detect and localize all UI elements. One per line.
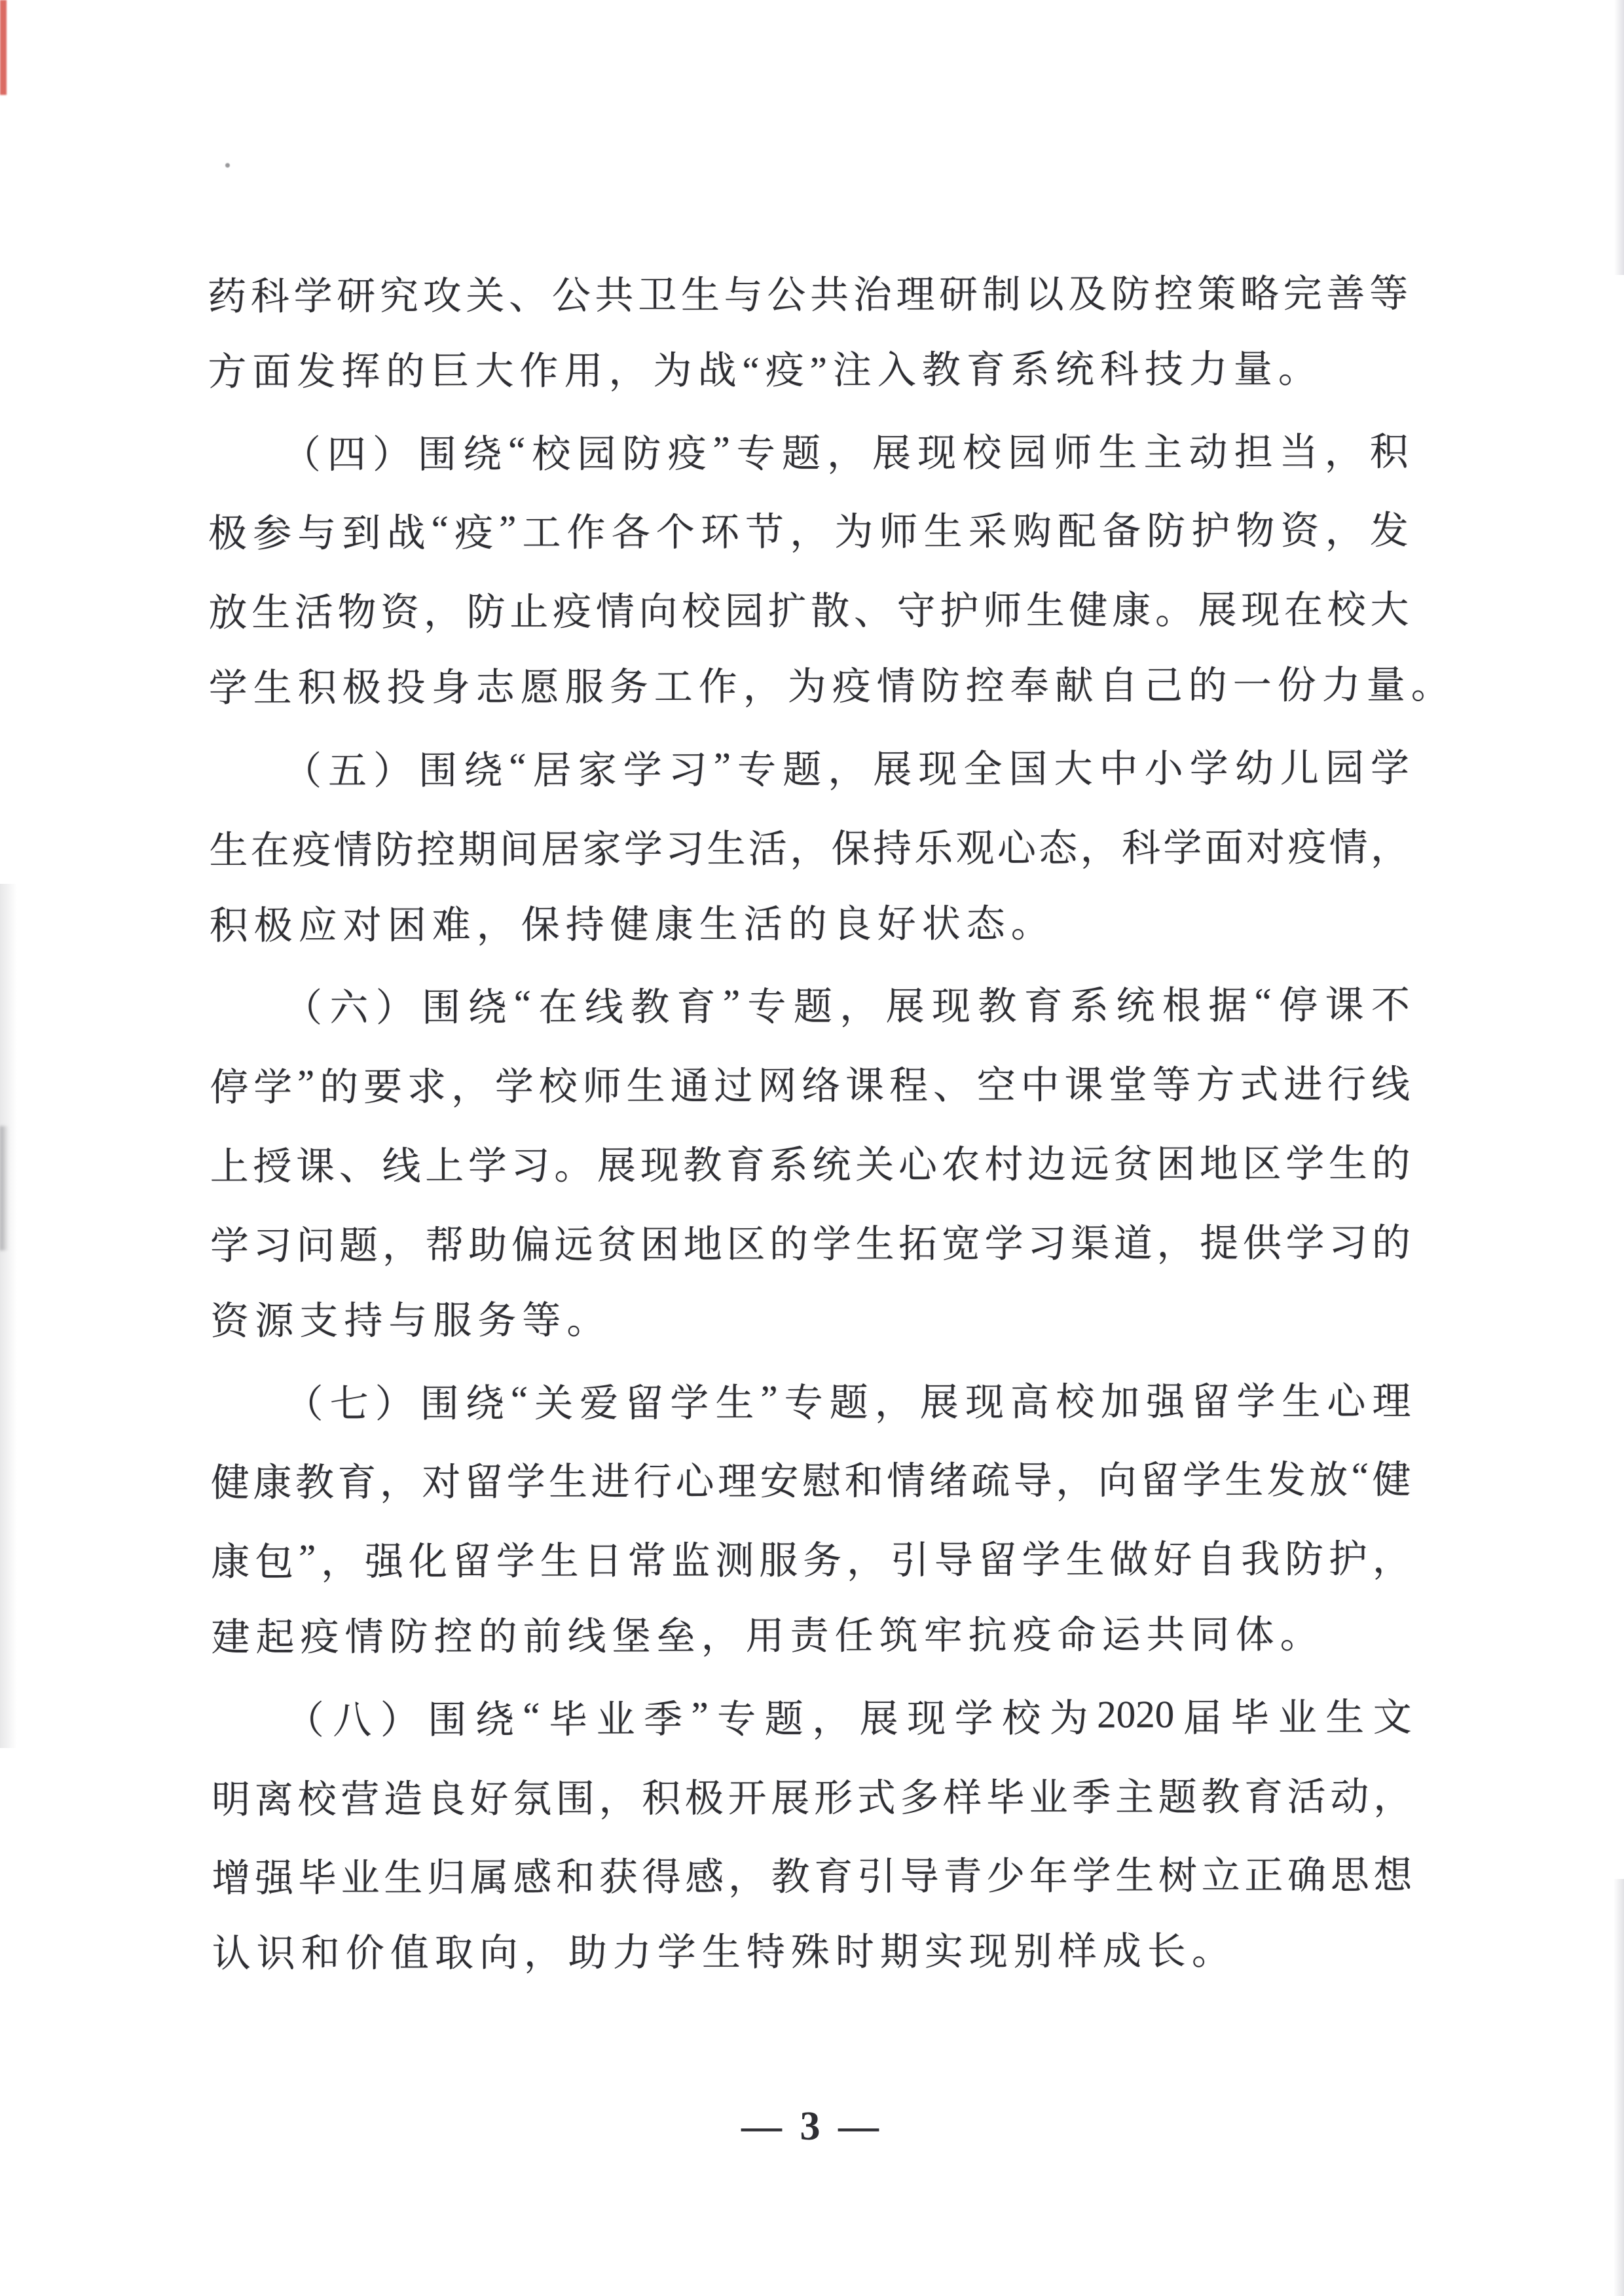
text-line: 建起疫情防控的前线堡垒，用责任筑牢抗疫命运共同体。: [211, 1613, 1325, 1660]
text-line: 生 在 疫 情 防 控 期 间 居 家 学 习 生 活 ， 保 持 乐 观 心 态 ， 科 学 面 对 疫 情 ，: [209, 825, 1410, 872]
text-line: 认识和价值取向，助力学生特殊时期实现别样成长。: [212, 1929, 1236, 1976]
text-line: 积极应对困难，保持健康生活的良好状态。: [209, 902, 1056, 947]
text-line: 药 科 学 研 究 攻 关 、 公 共 卫 生 与 公 共 治 理 研 制 以 及 防 控 策 略 完 善 等: [208, 272, 1409, 318]
text-line: 上 授 课 、 线 上 学 习 。 展 现 教 育 系 统 关 心 农 村 边 远 贫 困 地 区 学 生 的: [210, 1142, 1411, 1189]
text-line: 健 康 教 育 ， 对 留 学 生 进 行 心 理 安 慰 和 情 绪 疏 导 ， 向 留 学 生 发 放 “ 健: [210, 1454, 1411, 1505]
scan-artifact-left-smudge: [0, 1126, 9, 1250]
text-line: 放 生 活 物 资 ， 防 止 疫 情 向 校 园 扩 散 、 守 护 师 生 健 康 。 展 现 在 校 大: [208, 588, 1409, 635]
text-line: 资源支持与服务等。: [210, 1298, 612, 1343]
text-line: （ 五 ） 围 绕 “ 居 家 学 习 ” 专 题 ， 展 现 全 国 大 中 小 学 幼 儿 园 学: [282, 744, 1410, 793]
page-body-text: [208, 250, 1456, 1994]
scan-artifact-right-top: [1614, 0, 1624, 275]
scan-artifact-corner-red: [0, 0, 7, 95]
text-line: （ 四 ） 围 绕 “ 校 园 防 疫 ” 专 题 ， 展 现 校 园 师 生 主 动 担 当 ， 积: [282, 428, 1409, 477]
text-line: 极 参 与 到 战 “ 疫 ” 工 作 各 个 环 节 ， 为 师 生 采 购 配 备 防 护 物 资 ， 发: [208, 507, 1409, 556]
text-line: 增 强 毕 业 生 归 属 感 和 获 得 感 ， 教 育 引 导 青 少 年 学 生 树 立 正 确 思 想: [212, 1853, 1412, 1901]
text-line: （ 八 ） 围 绕 “ 毕 业 季 ” 专 题 ， 展 现 学 校 为 2020 届 毕 业 生 文: [285, 1692, 1412, 1742]
text-line: 学 习 问 题 ， 帮 助 偏 远 贫 困 地 区 的 学 生 拓 宽 学 习 渠 道 ， 提 供 学 习 的: [210, 1221, 1411, 1267]
text-line: 方面发挥的巨大作用，为战“疫”注入教育系统科技力量。: [208, 347, 1323, 393]
page-footer: [0, 2095, 1624, 2158]
text-line: 学生积极投身志愿服务工作，为疫情防控奉献自己的一份力量。: [208, 663, 1456, 710]
scan-artifact-right-bottom: [1614, 1879, 1624, 2296]
text-line: 停 学 ” 的 要 求 ， 学 校 师 生 通 过 网 络 课 程 、 空 中 课 堂 等 方 式 进 行 线: [210, 1061, 1411, 1110]
page-number: — 3 —: [741, 2104, 883, 2149]
text-line: （ 七 ） 围 绕 “ 关 爱 留 学 生 ” 专 题 ， 展 现 高 校 加 强 留 学 生 心 理: [284, 1377, 1411, 1426]
text-line: （ 六 ） 围 绕 “ 在 线 教 育 ” 专 题 ， 展 现 教 育 系 统 根 据 “ 停 课 不: [283, 980, 1411, 1030]
scan-artifact-left-edge: [0, 884, 17, 1748]
text-line: 康 包 ” ， 强 化 留 学 生 日 常 监 测 服 务 ， 引 导 留 学 生 做 好 自 我 防 护 ，: [211, 1536, 1411, 1584]
text-line: 明 离 校 营 造 良 好 氛 围 ， 积 极 开 展 形 式 多 样 毕 业 季 主 题 教 育 活 动 ，: [212, 1774, 1412, 1821]
scan-artifact-dot: [225, 163, 230, 168]
